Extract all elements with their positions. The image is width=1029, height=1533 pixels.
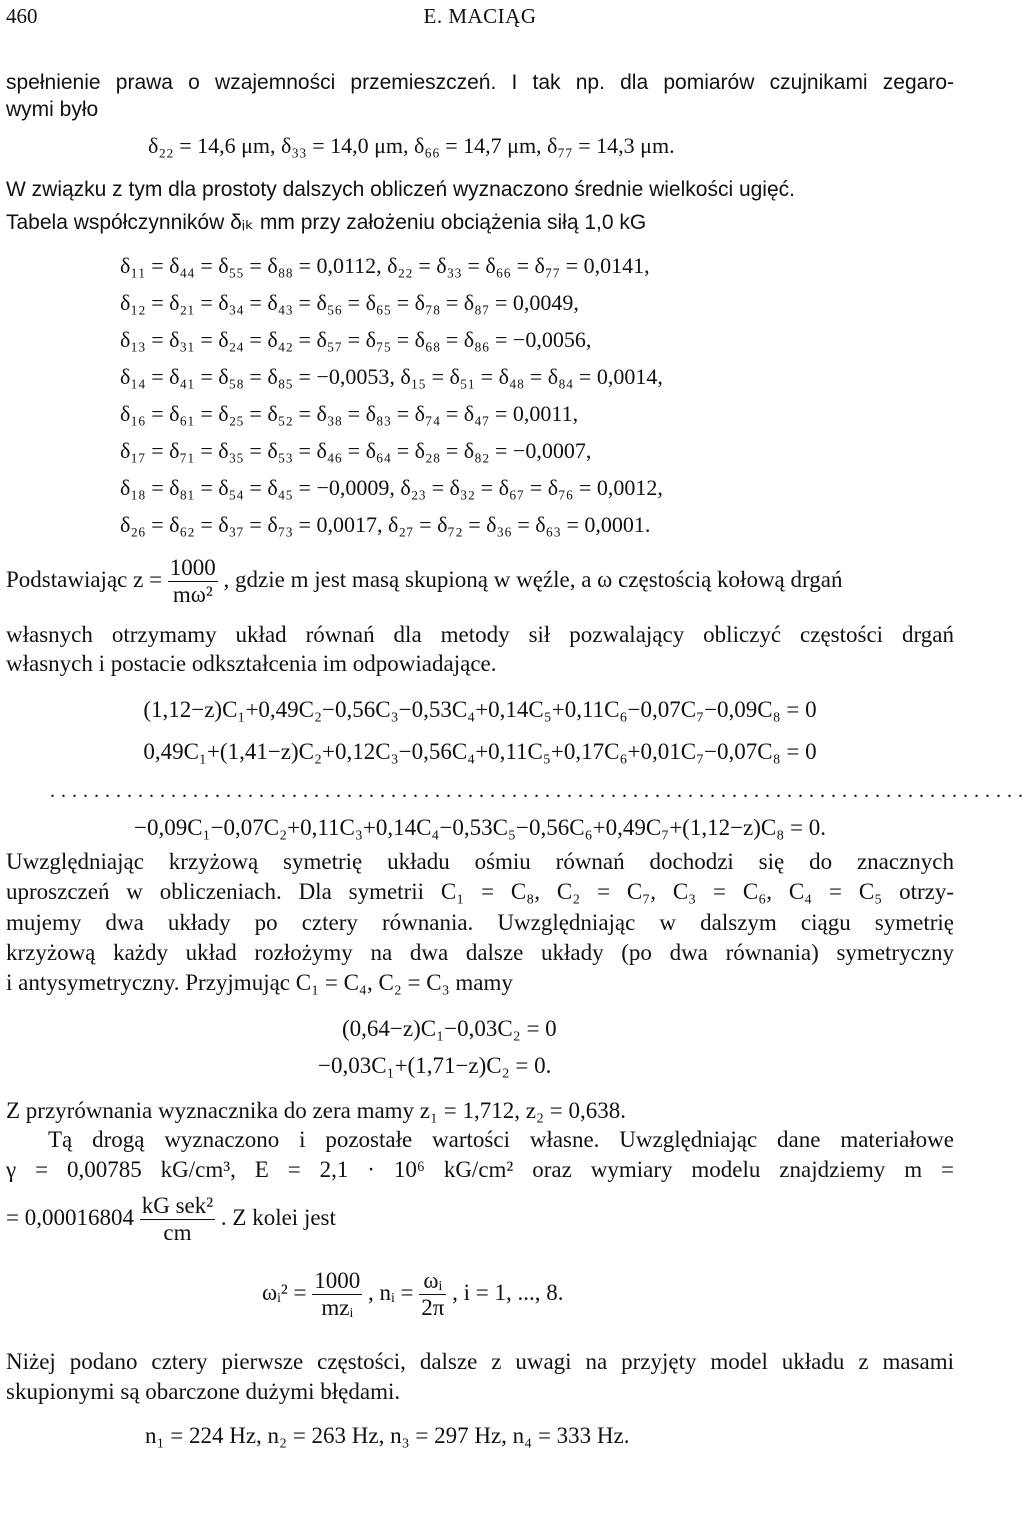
coefficient-row: δ₁₄ = δ₄₁ = δ₅₈ = δ₈₅ = −0,0053, δ₁₅ = δ₅₁ = δ₄₈ = δ₈₄ = 0,0014, (120, 364, 663, 389)
coefficient-row: δ₁₆ = δ₆₁ = δ₂₅ = δ₅₂ = δ₃₈ = δ₈₃ = δ₇₄ = δ₄₇ = 0,0011, (120, 401, 579, 426)
omega-lhs: ωᵢ² = (262, 1280, 307, 1306)
material-line-2: γ = 0,00785 kG/cm³, E = 2,1 · 10⁶ kG/cm² oraz wymiary modelu znajdziemy m = (6, 1157, 954, 1182)
frequency-lhs: , nᵢ = (368, 1280, 414, 1306)
symmetry-line: Uwzględniając krzyżową symetrię układu ośmiu równań dochodzi się do znacznych (6, 849, 954, 874)
coefficient-row: δ₂₆ = δ₆₂ = δ₃₇ = δ₇₃ = 0,0017, δ₂₇ = δ₇₂ = δ₃₆ = δ₆₃ = 0,0001. (120, 512, 651, 537)
mass-fraction (140, 1193, 215, 1247)
reduced-equation-1: (0,64−z)C₁−0,03C₂ = 0 (342, 1016, 557, 1041)
mass-prefix: = 0,00016804 (6, 1205, 134, 1231)
omega-fraction (312, 1268, 362, 1322)
frequency-denominator: 2π (421, 1295, 445, 1321)
page-header (6, 4, 954, 34)
ellipsis-dots: ......................................................................................... (50, 780, 1029, 802)
mass-numerator: kG sek² (140, 1193, 215, 1220)
index-range: , i = 1, ..., 8. (452, 1280, 564, 1306)
substitution-suffix: , gdzie m jest masą skupioną w węźle, a ω częstością kołową drgań (223, 567, 843, 593)
measurement-values: δ₂₂ = 14,6 μm, δ₃₃ = 14,0 μm, δ₆₆ = 14,7 μm, δ₇₇ = 14,3 μm. (148, 133, 675, 158)
system-equation-1: (1,12−z)C₁+0,49C₂−0,56C₃−0,53C₄+0,14C₅+0,11C₆−0,07C₇−0,09C₈ = 0 (143, 697, 817, 722)
frequencies-text-line-1: Niżej podano cztery pierwsze częstości, dalsze z uwagi na przyjęty model układu z masami (6, 1349, 954, 1374)
substitution-prefix: Podstawiając z = (6, 567, 163, 593)
symmetry-line: mujemy dwa układy po cztery równania. Uwzględniając w dalszym ciągu symetrię (6, 910, 954, 935)
substitution-numerator: 1000 (168, 555, 218, 582)
mean-deflection-text: W związku z tym dla prostoty dalszych obliczeń wyznaczono średnie wielkości ugięć. (6, 178, 795, 201)
omega-denominator: mzᵢ (321, 1295, 354, 1321)
coefficient-row: δ₁₂ = δ₂₁ = δ₃₄ = δ₄₃ = δ₅₆ = δ₆₅ = δ₇₈ = δ₈₇ = 0,0049, (120, 290, 579, 315)
omega-numerator: 1000 (312, 1268, 362, 1295)
coefficient-row: δ₁₈ = δ₈₁ = δ₅₄ = δ₄₅ = −0,0009, δ₂₃ = δ₃₂ = δ₆₇ = δ₇₆ = 0,0012, (120, 475, 663, 500)
intro-line-1: spełnienie prawa o wzajemności przemieszczeń. I tak np. dla pomiarów czujnikami zegaro- (6, 71, 954, 94)
symmetry-line: uproszczeń w obliczeniach. Dla symetrii C₁ = C₈, C₂ = C₇, C₃ = C₆, C₄ = C₅ otrzy- (6, 879, 954, 904)
frequencies-text-line-2: skupionymi są obarczone dużymi błędami. (6, 1379, 401, 1404)
material-line-1: Tą drogą wyznaczono i pozostałe wartości własne. Uwzględniając dane materiałowe (48, 1127, 954, 1152)
substitution-line (6, 555, 842, 609)
coefficient-row: δ₁₇ = δ₇₁ = δ₃₅ = δ₅₃ = δ₄₆ = δ₆₄ = δ₂₈ = δ₈₂ = −0,0007, (120, 438, 592, 463)
reduced-equation-2: −0,03C₁+(1,71−z)C₂ = 0. (318, 1053, 552, 1078)
mass-suffix: . Z kolei jest (220, 1205, 336, 1231)
substitution-denominator: mω² (172, 582, 213, 608)
system-text-line-1: własnych otrzymamy układ równań dla metody sił pozwalający obliczyć częstości drgań (6, 622, 954, 647)
running-head: E. MACIĄG (423, 4, 537, 28)
frequency-fraction (419, 1268, 446, 1322)
frequency-values: n₁ = 224 Hz, n₂ = 263 Hz, n₃ = 297 Hz, n₄ = 333 Hz. (145, 1423, 630, 1448)
intro-line-2: wymi było (6, 98, 99, 121)
symmetry-last-line: i antysymetryczny. Przyjmując C₁ = C₄, C₂ = C₃ mamy (6, 970, 513, 995)
frequency-numerator: ωᵢ (419, 1268, 446, 1295)
coefficient-row: δ₁₁ = δ₄₄ = δ₅₅ = δ₈₈ = 0,0112, δ₂₂ = δ₃₃ = δ₆₆ = δ₇₇ = 0,0141, (120, 253, 650, 278)
coefficient-table-caption: Tabela współczynników δᵢₖ mm przy założeniu obciążenia siłą 1,0 kG (6, 211, 647, 234)
substitution-fraction (168, 555, 218, 609)
symmetry-line: krzyżową każdy układ rozłożymy na dwa dalsze układy (po dwa równania) symetryczny (6, 940, 954, 965)
system-equation-2: 0,49C₁+(1,41−z)C₂+0,12C₃−0,56C₄+0,11C₅+0,17C₆+0,01C₇−0,07C₈ = 0 (143, 739, 817, 764)
system-text-line-2: własnych i postacie odkształcenia im odpowiadające. (6, 651, 497, 676)
system-equation-8: −0,09C₁−0,07C₂+0,11C₃+0,14C₄−0,53C₅−0,56C₆+0,49C₇+(1,12−z)C₈ = 0. (133, 815, 826, 840)
coefficient-row: δ₁₃ = δ₃₁ = δ₂₄ = δ₄₂ = δ₅₇ = δ₇₅ = δ₆₈ = δ₈₆ = −0,0056, (120, 327, 592, 352)
roots-text: Z przyrównania wyznacznika do zera mamy z₁ = 1,712, z₂ = 0,638. (6, 1098, 626, 1123)
page-number: 460 (6, 4, 38, 28)
mass-denominator: cm (163, 1220, 192, 1246)
omega-formula (262, 1268, 564, 1322)
mass-line (6, 1193, 336, 1247)
